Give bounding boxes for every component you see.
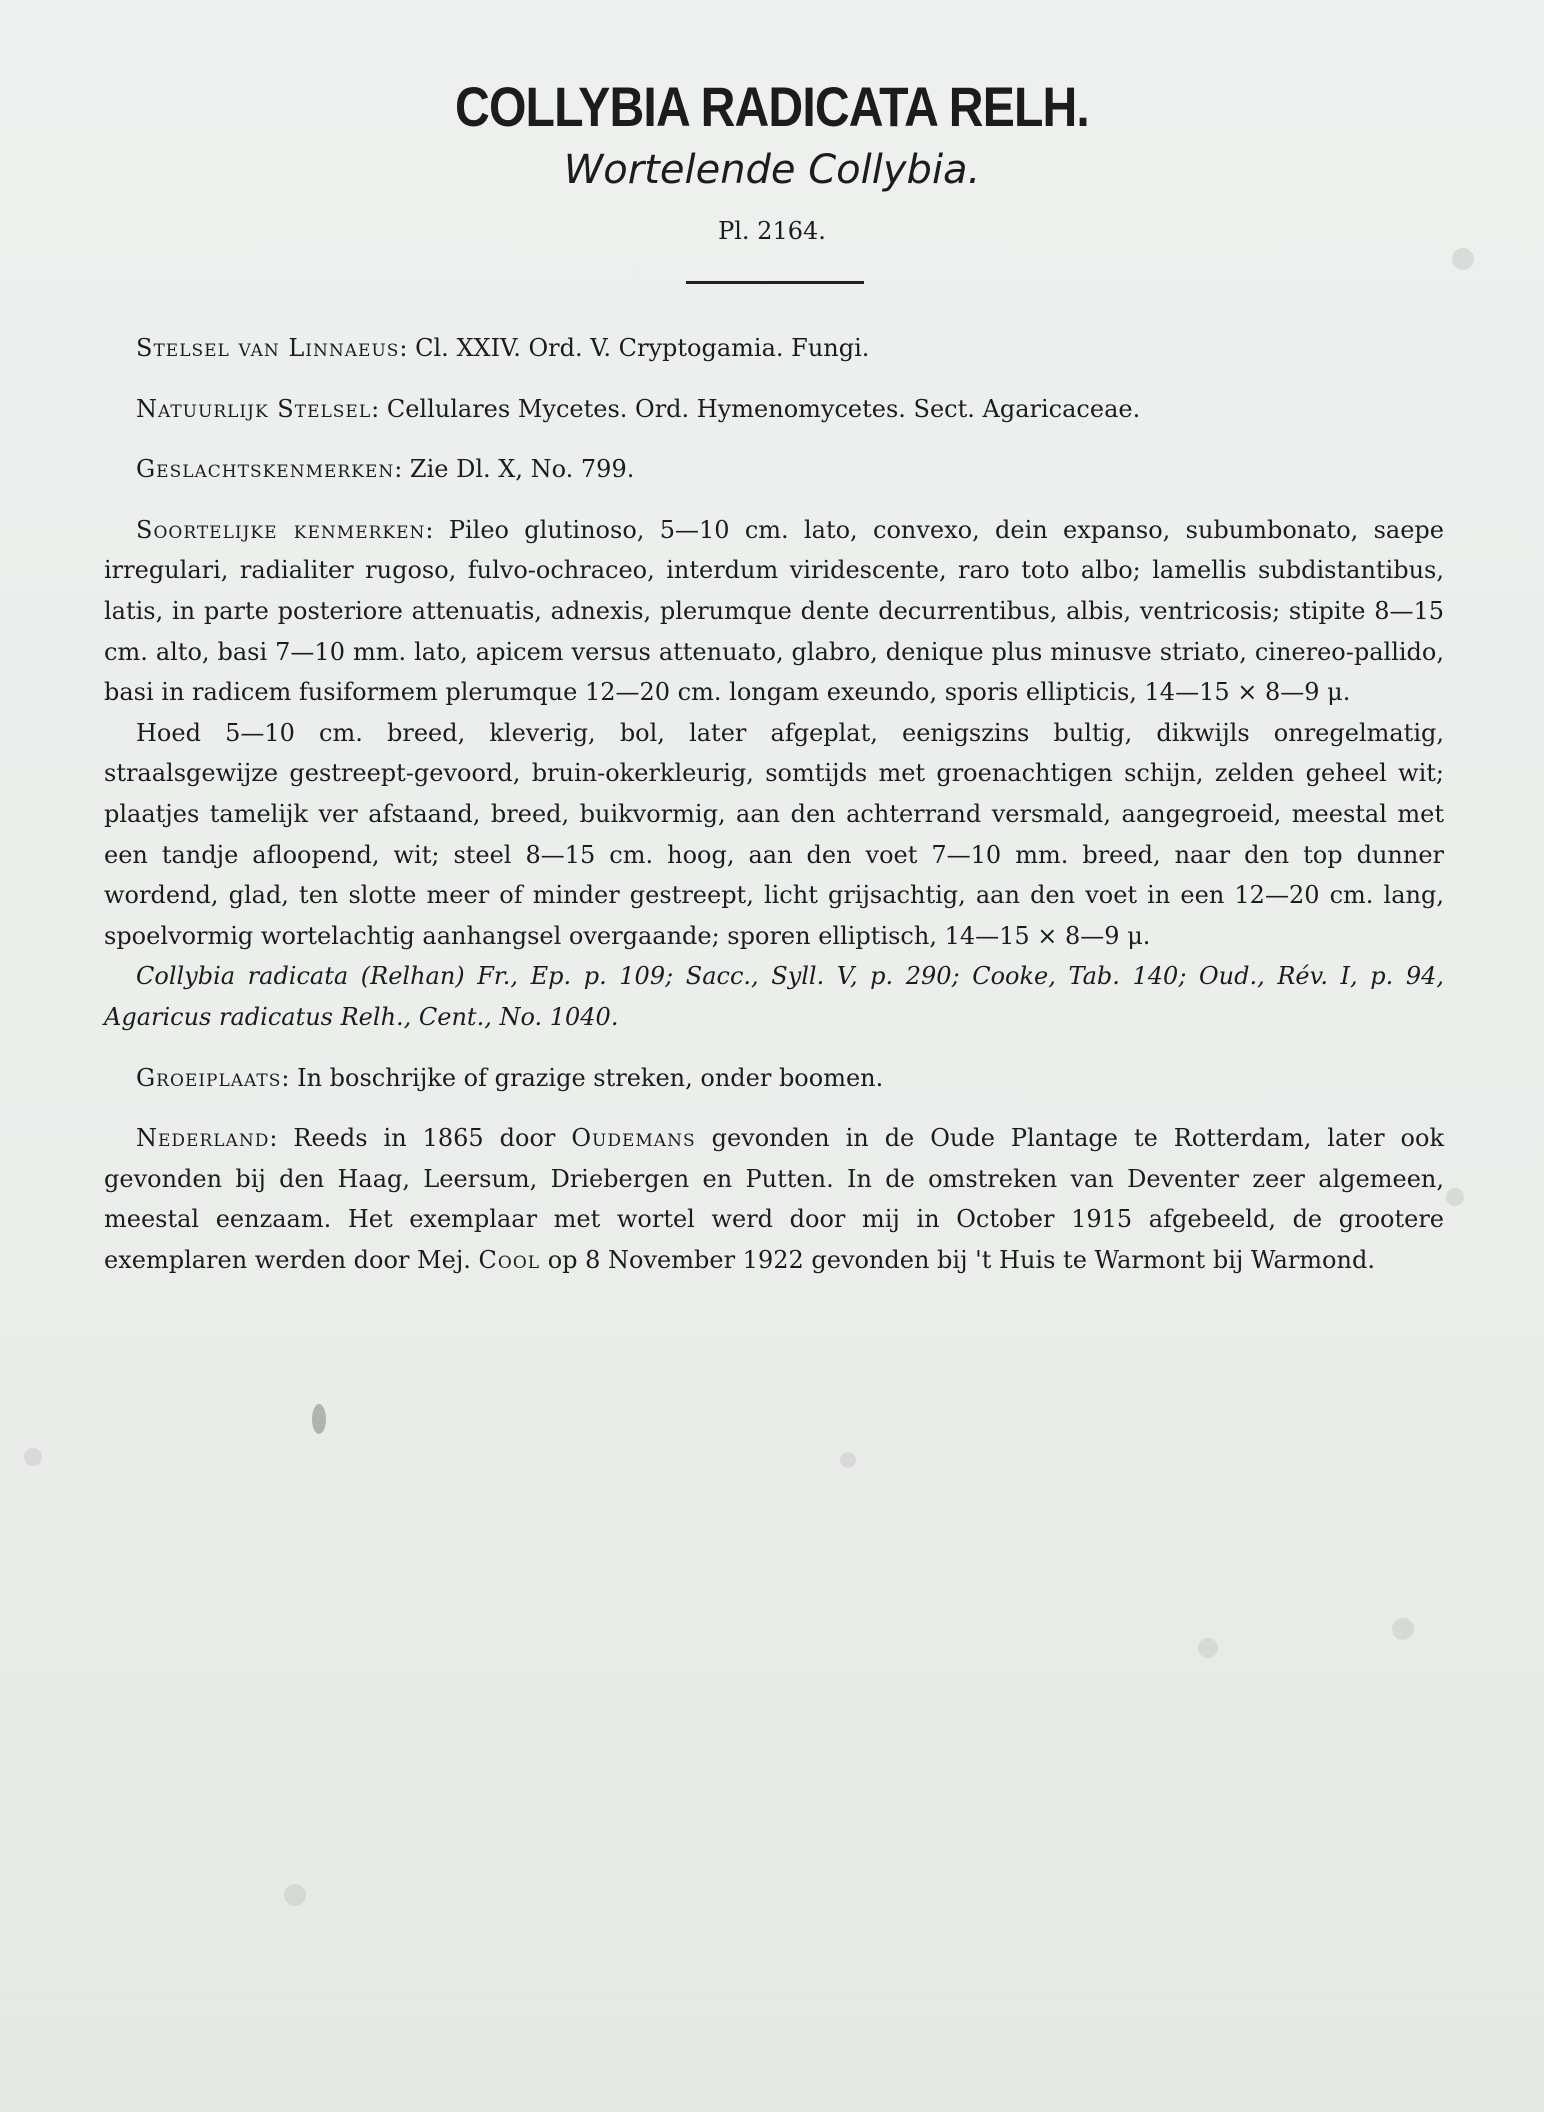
paragraph-geslacht [104,449,1444,490]
label-colon: : [269,1124,294,1153]
header [0,76,1544,246]
title-divider [686,281,864,284]
text-geslacht: Zie Dl. X, No. 799. [409,455,635,484]
paper-stain [1452,248,1474,270]
text-nederland-3: op 8 November 1922 gevonden bij 't Huis te Warmont bij Warmond. [540,1245,1375,1274]
paragraph-hoed: Hoed 5—10 cm. breed, kleverig, bol, later afgeplat, eenigszins bultig, dikwijls onregelmatig, straalsgewijze gestreept-gevoord, bruin-okerkleurig, somtijds met groenachtigen schijn, zelden geheel wit; plaatjes tamelijk ver afstaand, breed, buikvormig, aan den achterrand versmald, aangegroeid, meestal met een tandje afloopend, wit; steel 8—15 cm. hoog, aan den voet 7—10 mm. breed, naar den top dunner wordend, glad, ten slotte meer of minder gestreept, licht grijsachtig, aan den voet in een 12—20 cm. lang, spoelvormig wortelachtig aanhangsel overgaande; sporen elliptisch, 14—15 × 8—9 μ. [104,718,1444,950]
person-name-oudemans: Oudemans [571,1124,696,1153]
paper-stain [1198,1638,1218,1658]
label-colon: : [394,455,410,484]
label-soort: Soortelijke kenmerken [136,515,426,544]
paragraph-linnaeus [104,328,1444,369]
page-title: COLLYBIA RADICATA RELH. [455,75,1089,138]
label-colon: : [399,334,416,362]
text-linnaeus: Cl. XXIV. Ord. V. Cryptogamia. Fungi. [415,334,870,362]
label-nederland: Nederland [136,1124,270,1153]
paper-stain [312,1404,326,1434]
paper-stain [24,1448,42,1466]
document-body [104,328,1444,1280]
label-colon: : [425,515,449,544]
paper-stain [1392,1618,1414,1640]
paragraph-soort [104,510,1444,713]
paper-stain [284,1884,306,1906]
text-soort: Pileo glutinoso, 5—10 cm. lato, convexo, dein expanso, subumbonato, saepe irregulari, radialiter rugoso, fulvo-ochraceo, interdum viridescente, raro toto albo; lamellis subdistantibus, latis, in parte posteriore attenuatis, adnexis, plerumque dente decurrentibus, albis, ventricosis; stipite 8—15 cm. alto, basi 7—10 mm. lato, apicem versus attenuato, glabro, denique plus minusve striato, cinereo-pallido, basi in radicem fusiformem plerumque 12—20 cm. longam exeundo, sporis ellipticis, 14—15 × 8—9 μ. [104,515,1444,707]
label-geslacht: Geslachtskenmerken [136,455,395,484]
label-colon: : [371,394,387,423]
paper-stain [840,1452,856,1468]
paragraph-natuurlijk [104,389,1444,430]
paragraph-synonyms: Collybia radicata (Relhan) Fr., Ep. p. 109; Sacc., Syll. V, p. 290; Cooke, Tab. 140; Oud., Rév. I, p. 94, Agaricus radicatus Relh., Cent., No. 1040. [104,962,1444,1031]
paragraph-groeiplaats [104,1058,1444,1099]
label-linnaeus: Stelsel van Linnaeus [136,334,400,362]
plate-number: Pl. 2164. [718,217,826,245]
paper-stain [1446,1188,1464,1206]
person-name-cool: Cool [478,1245,541,1274]
text-groeiplaats: In boschrijke of grazige streken, onder boomen. [297,1063,884,1092]
label-groeiplaats: Groeiplaats [136,1063,282,1092]
text-nederland-2: gevonden in de Oude Plantage te Rotterdam, later ook gevonden bij den Haag, Leersum, Driebergen en Putten. In de omstreken van Deventer zeer algemeen, meestal eenzaam. Het exemplaar met wortel werd door mij in October 1915 afgebeeld, de grootere exemplaren werden door Mej. [104,1124,1445,1274]
label-natuurlijk: Natuurlijk Stelsel [136,394,372,423]
text-natuurlijk: Cellulares Mycetes. Ord. Hymenomycetes. Sect. Agaricaceae. [386,394,1141,423]
text-nederland-1: Reeds in 1865 door [293,1124,572,1153]
label-colon: : [281,1063,298,1092]
page-subtitle: Wortelende Collybia. [563,147,981,193]
paragraph-nederland [104,1118,1444,1280]
